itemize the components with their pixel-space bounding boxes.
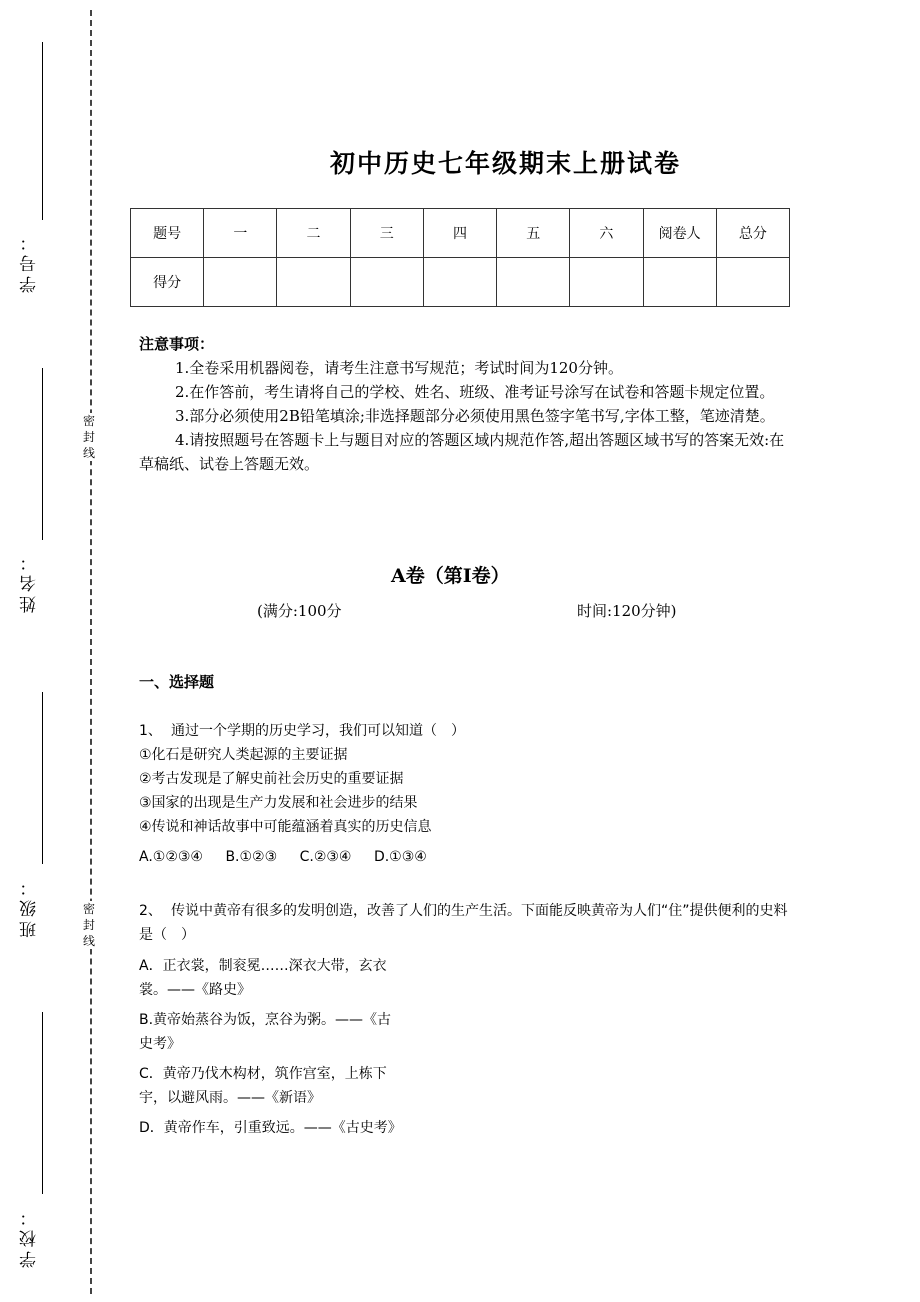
table-header-cell: 题号: [131, 209, 204, 258]
student-id-label: 学号：: [20, 230, 40, 293]
score-cell[interactable]: [204, 258, 277, 307]
notice-block: [139, 332, 789, 476]
score-cell[interactable]: [423, 258, 496, 307]
score-cell[interactable]: [716, 258, 789, 307]
section-title: A卷（第I卷）: [391, 565, 510, 587]
score-table: [130, 208, 790, 307]
score-table-header-row: [131, 209, 790, 258]
table-header-cell: 二: [277, 209, 350, 258]
option-d[interactable]: D．黄帝作车，引重致远。——《古史考》: [139, 1120, 402, 1136]
school-label: 学校：: [20, 1205, 40, 1268]
question-text: 通过一个学期的历史学习，我们可以知道（ ）: [171, 723, 465, 739]
table-header-cell: 三: [350, 209, 423, 258]
score-cell[interactable]: [277, 258, 350, 307]
choice-a[interactable]: A.①②③④: [139, 849, 203, 865]
choice-row: [139, 845, 789, 869]
seal-line-text: 密封线: [82, 902, 95, 948]
class-field[interactable]: [42, 692, 43, 864]
notice-item: 4.请按照题号在答题卡上与题目对应的答题区域内规范作答,超出答题区域书写的答案无效:在草稿纸、试卷上答题无效。: [139, 431, 785, 473]
question-1: [139, 719, 789, 869]
notice-item: 1.全卷采用机器阅卷，请考生注意书写规范；考试时间为120分钟。: [175, 359, 623, 377]
option-a[interactable]: A．正衣裳，制衮冕……深衣大带，玄衣裳。——《路史》: [139, 958, 387, 998]
score-table-score-row: [131, 258, 790, 307]
statement-item: ②考古发现是了解史前社会历史的重要证据: [139, 771, 404, 787]
student-id-field[interactable]: [42, 42, 43, 220]
score-cell[interactable]: [570, 258, 643, 307]
table-header-cell: 四: [423, 209, 496, 258]
option-c[interactable]: C．黄帝乃伐木构材，筑作宫室，上栋下宇，以避风雨。——《新语》: [139, 1066, 387, 1106]
table-header-cell: 一: [204, 209, 277, 258]
page-title: 初中历史七年级期末上册试卷: [330, 149, 682, 178]
part-title: 一、选择题: [139, 673, 215, 691]
question-text: 传说中黄帝有很多的发明创造，改善了人们的生产生活。下面能反映黄帝为人们“住”提供便利的史料是（ ）: [139, 903, 788, 943]
question-2: [139, 899, 789, 947]
notice-item: 2.在作答前，考生请将自己的学校、姓名、班级、准考证号涂写在试卷和答题卡规定位置。: [175, 383, 775, 401]
binding-dashed-line: [90, 10, 92, 1294]
table-header-cell: 总分: [716, 209, 789, 258]
class-label: 班级：: [20, 875, 40, 938]
option-b[interactable]: B.黄帝始蒸谷为饭，烹谷为粥。——《古史考》: [139, 1012, 392, 1052]
table-header-cell: 五: [497, 209, 570, 258]
notice-heading: 注意事项：: [139, 335, 215, 353]
name-label: 姓名：: [20, 550, 40, 613]
score-cell[interactable]: [497, 258, 570, 307]
score-row-label: 得分: [131, 258, 204, 307]
question-stem: [139, 899, 789, 947]
table-header-cell: 六: [570, 209, 643, 258]
choice-c[interactable]: C.②③④: [299, 849, 352, 865]
choice-d[interactable]: D.①③④: [373, 849, 427, 865]
statement-item: ④传说和神话故事中可能蕴涵着真实的历史信息: [139, 819, 432, 835]
question-stem: [139, 719, 789, 743]
notice-item: 3.部分必须使用2B铅笔填涂;非选择题部分必须使用黑色签字笔书写,字体工整，笔迹清楚。: [175, 407, 775, 425]
question-number: 2、: [139, 903, 162, 919]
name-field[interactable]: [42, 368, 43, 540]
score-cell[interactable]: [643, 258, 716, 307]
full-score-text: (满分:100分: [257, 602, 342, 620]
question-number: 1、: [139, 723, 162, 739]
seal-line-text: 密封线: [82, 414, 95, 460]
statement-item: ①化石是研究人类起源的主要证据: [139, 747, 348, 763]
score-cell[interactable]: [350, 258, 423, 307]
school-field[interactable]: [42, 1012, 43, 1194]
time-text: 时间:120分钟): [577, 602, 677, 620]
choice-b[interactable]: B.①②③: [225, 849, 278, 865]
table-header-cell: 阅卷人: [643, 209, 716, 258]
statement-item: ③国家的出现是生产力发展和社会进步的结果: [139, 795, 418, 811]
